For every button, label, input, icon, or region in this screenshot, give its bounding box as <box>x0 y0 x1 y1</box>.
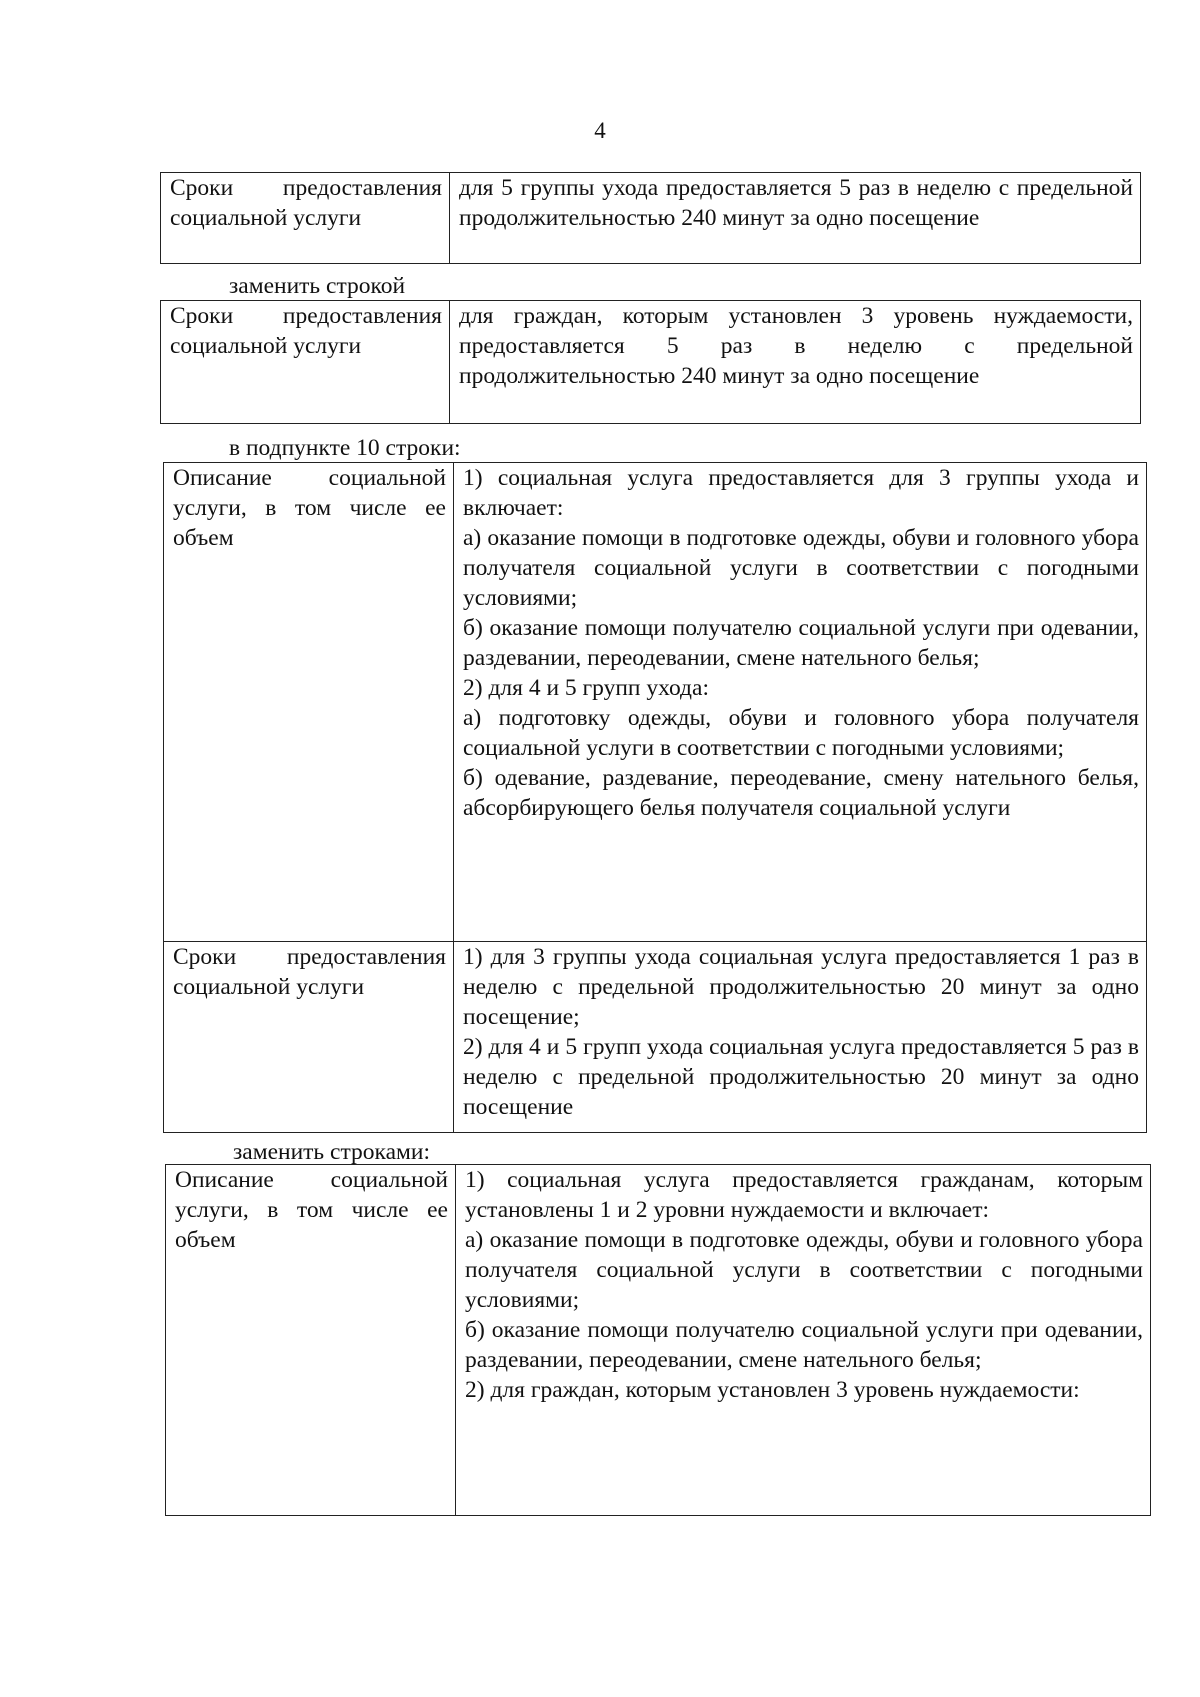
table-row <box>161 173 1141 264</box>
text-line: а) оказание помощи в подготовке одежды, обуви и головного убора получателя социальной услуги в соответствии с погодными условиями; <box>465 1227 1143 1313</box>
row-label: Сроки предоставления социальной услуги <box>164 942 454 1133</box>
table-original-rows <box>163 462 1147 1133</box>
text-line: а) оказание помощи в подготовке одежды, обуви и головного убора получателя социальной услуги в соответствии с погодными условиями; <box>463 525 1139 611</box>
caption-replace-row: заменить строкой <box>229 273 406 299</box>
caption-replace-rows: заменить строками: <box>233 1139 430 1165</box>
text-line: б) оказание помощи получателю социальной услуги при одевании, раздевании, переодевании, смене нательного белья; <box>463 615 1139 671</box>
table-replacement-rows <box>165 1164 1151 1516</box>
text-line: 2) для граждан, которым установлен 3 уровень нуждаемости: <box>465 1377 1080 1403</box>
row-label: Сроки предоставления социальной услуги <box>161 173 450 264</box>
row-label: Сроки предоставления социальной услуги <box>161 301 450 424</box>
text-line: а) подготовку одежды, обуви и головного убора получателя социальной услуги в соответствии с погодными условиями; <box>463 705 1139 761</box>
text-line: 1) социальная услуга предоставляется для 3 группы ухода и включает: <box>463 465 1139 521</box>
row-label: Описание социальной услуги, в том числе ее объем <box>166 1165 456 1516</box>
caption-subparagraph: в подпункте 10 строки: <box>229 435 461 461</box>
row-text <box>454 942 1147 1133</box>
text-line: 2) для 4 и 5 групп ухода: <box>463 675 709 701</box>
table-replacement-term <box>160 300 1141 424</box>
table-row <box>166 1165 1151 1516</box>
page-number: 4 <box>594 118 606 143</box>
row-text: для граждан, которым установлен 3 уровень нуждаемости, предоставляется 5 раз в неделю с предельной продолжительностью 240 минут за одно посещение <box>450 301 1141 424</box>
row-text <box>456 1165 1151 1516</box>
text-line: 2) для 4 и 5 групп ухода социальная услуга предоставляется 5 раз в неделю с предельной продолжительностью 20 минут за одно посещение <box>463 1034 1139 1120</box>
row-text <box>454 463 1147 942</box>
table-original-term <box>160 172 1141 264</box>
text-line: 1) социальная услуга предоставляется гражданам, которым установлены 1 и 2 уровни нуждаемости и включает: <box>465 1167 1143 1223</box>
text-line: б) оказание помощи получателю социальной услуги при одевании, раздевании, переодевании, смене нательного белья; <box>465 1317 1143 1373</box>
table-row <box>164 942 1147 1133</box>
text-line: б) одевание, раздевание, переодевание, смену нательного белья, абсорбирующего белья получателя социальной услуги <box>463 765 1139 821</box>
row-label: Описание социальной услуги, в том числе ее объем <box>164 463 454 942</box>
table-row <box>161 301 1141 424</box>
text-line: 1) для 3 группы ухода социальная услуга предоставляется 1 раз в неделю с предельной продолжительностью 20 минут за одно посещение; <box>463 944 1139 1030</box>
table-row <box>164 463 1147 942</box>
row-text: для 5 группы ухода предоставляется 5 раз в неделю с предельной продолжительностью 240 минут за одно посещение <box>450 173 1141 264</box>
